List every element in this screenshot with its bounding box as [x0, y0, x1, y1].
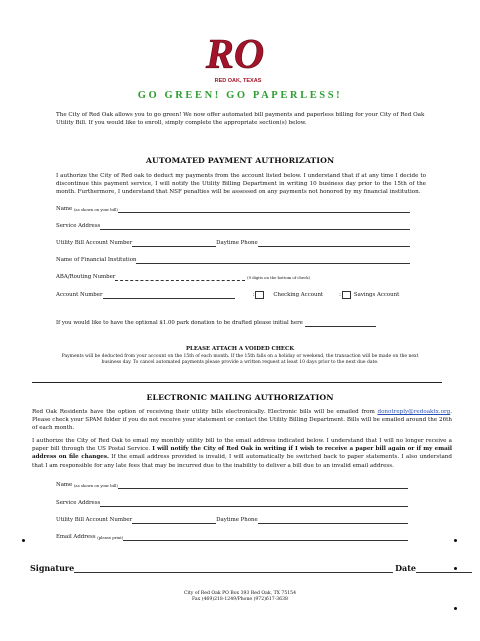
field-label: Email Address [56, 534, 96, 540]
field-label: Service Address [56, 223, 101, 229]
date-line[interactable] [416, 565, 472, 573]
voided-check-notice: Payments will be deducted from your account on the 15th of each month. If the 15th falls on a holiday or weekend, the transaction will be made on the next business day. To cancel automated payments please provide a written request at least 10 days prior to the next due date. [61, 354, 419, 365]
auto-account-phone-field[interactable] [56, 240, 410, 247]
field-label: ABA/Routing Number [56, 274, 116, 280]
donation-field[interactable] [56, 320, 376, 327]
input-line[interactable] [258, 517, 408, 524]
email-name-field[interactable] [56, 482, 408, 489]
checkbox-colon: : [252, 292, 255, 298]
page-marker-dot [454, 539, 457, 542]
date-label: Date [395, 563, 416, 573]
email-auth-title: ELECTRONIC MAILING AUTHORIZATION [146, 393, 334, 402]
field-label: Utility Bill Account Number [56, 517, 133, 523]
logo-monogram: RO [205, 32, 265, 78]
auto-payment-body: I authorize the City of Red oak to deduct my payments from the account listed below. I understand that if at any time I decide to discontinue this payment service, I will notify the Utility Billing Department in writing 10 business day prior to the 15th of the month. Furthermore, I understand that NSF penalties will be assessed on any payments not honored by my financial institution. [56, 173, 426, 196]
email-auth-body [32, 408, 452, 433]
footer-contact: Fax (469)218-1249/Phone (972)617-3638 [192, 597, 288, 603]
input-line[interactable] [100, 500, 408, 507]
section-divider [32, 382, 442, 383]
donation-label: If you would like to have the optional $1.00 park donation to be drafted please initial here [56, 320, 303, 326]
email-body-text: . Please check your SPAM folder if you do not receive your statement or contact the Utility Billing Department. Bills will be emailed around the 26th of each month. [32, 409, 453, 432]
field-hint: (please print) [97, 535, 124, 540]
signature-row[interactable] [30, 563, 472, 573]
checking-label: Checking Account [273, 292, 324, 298]
email-account-phone-field[interactable] [56, 517, 408, 524]
field-label: Daytime Phone [216, 517, 258, 523]
auto-routing-field[interactable] [56, 274, 356, 281]
auto-name-field[interactable] [56, 206, 410, 213]
initial-line[interactable] [305, 320, 376, 327]
footer-address: City of Red Oak PO Box 393 Red Oak, TX 75154 [183, 591, 297, 596]
field-label: Name [56, 482, 73, 488]
auto-account-field[interactable] [56, 291, 416, 299]
page-marker-dot [22, 539, 25, 542]
field-label: Name of Financial Institution [56, 257, 137, 263]
savings-label: Savings Account [353, 292, 400, 298]
checking-checkbox[interactable] [252, 291, 264, 299]
field-hint: (as shown on your bill) [73, 483, 118, 488]
email-sender-link[interactable]: donotreply@redoaktx.org [377, 409, 451, 415]
footer [0, 591, 480, 603]
auth-bold-text: I will notify the City of Red Oak in writing if I wish to receive a paper bill again or if my email address on file changes. [32, 446, 452, 461]
auto-service-address-field[interactable] [56, 223, 410, 230]
input-line[interactable] [123, 534, 408, 541]
go-green-banner: GO GREEN! GO PAPERLESS! [137, 90, 343, 101]
red-oak-logo [205, 28, 265, 78]
page-marker-dot [454, 567, 457, 570]
signature-line[interactable] [74, 565, 393, 573]
page-marker-dot [454, 607, 457, 610]
email-service-address-field[interactable] [56, 500, 408, 507]
auto-institution-field[interactable] [56, 257, 410, 264]
input-line[interactable] [136, 257, 410, 264]
checkbox-colon: : [339, 292, 341, 298]
field-hint: (as shown on your bill) [73, 207, 118, 212]
input-line[interactable] [258, 240, 410, 247]
email-body-text: Red Oak Residents have the option of receiving their utility bills electronically. Electronic bills will be emailed from [32, 409, 375, 415]
field-hint: (9 digits on the bottom of check) [247, 275, 311, 280]
input-line[interactable] [118, 206, 410, 213]
voided-check-notice-title: PLEASE ATTACH A VOIDED CHECK [185, 346, 295, 352]
auth-text: If the email address provided is invalid, I will automatically be switched back to paper statements. I also understand that I am responsible for any late fees that may be incurred due to the inability to deliver a bill due to an invalid email address. [32, 454, 452, 469]
field-label: Daytime Phone [216, 240, 258, 246]
input-line[interactable] [118, 482, 408, 489]
auth-text: I authorize the City of Red Oak to email my monthly utility bill to the email address indicated below. I understand that I will no longer receive a paper bill through the US Postal Service. [32, 438, 452, 453]
intro-text: The City of Red Oak allows you to go green! We now offer automated bill payments and paperless billing for your City of Red Oak Utility Bill. If you would like to enroll, simply complete the appropriate section(s) below. [56, 112, 425, 127]
input-line[interactable] [103, 292, 235, 299]
signature-label: Signature [30, 563, 75, 573]
input-line[interactable] [100, 223, 410, 230]
email-address-field[interactable] [56, 534, 408, 541]
input-line[interactable] [132, 517, 216, 524]
savings-checkbox[interactable] [342, 291, 351, 299]
auto-payment-title: AUTOMATED PAYMENT AUTHORIZATION [145, 156, 335, 165]
input-line[interactable] [132, 240, 216, 247]
logo-caption: RED OAK, TEXAS [214, 78, 262, 84]
email-authorization-text [32, 437, 452, 470]
routing-digit-lines[interactable] [115, 274, 245, 281]
field-label: Utility Bill Account Number [56, 240, 133, 246]
field-label: Account Number [56, 292, 103, 298]
field-label: Service Address [56, 500, 101, 506]
field-label: Name [56, 206, 73, 212]
